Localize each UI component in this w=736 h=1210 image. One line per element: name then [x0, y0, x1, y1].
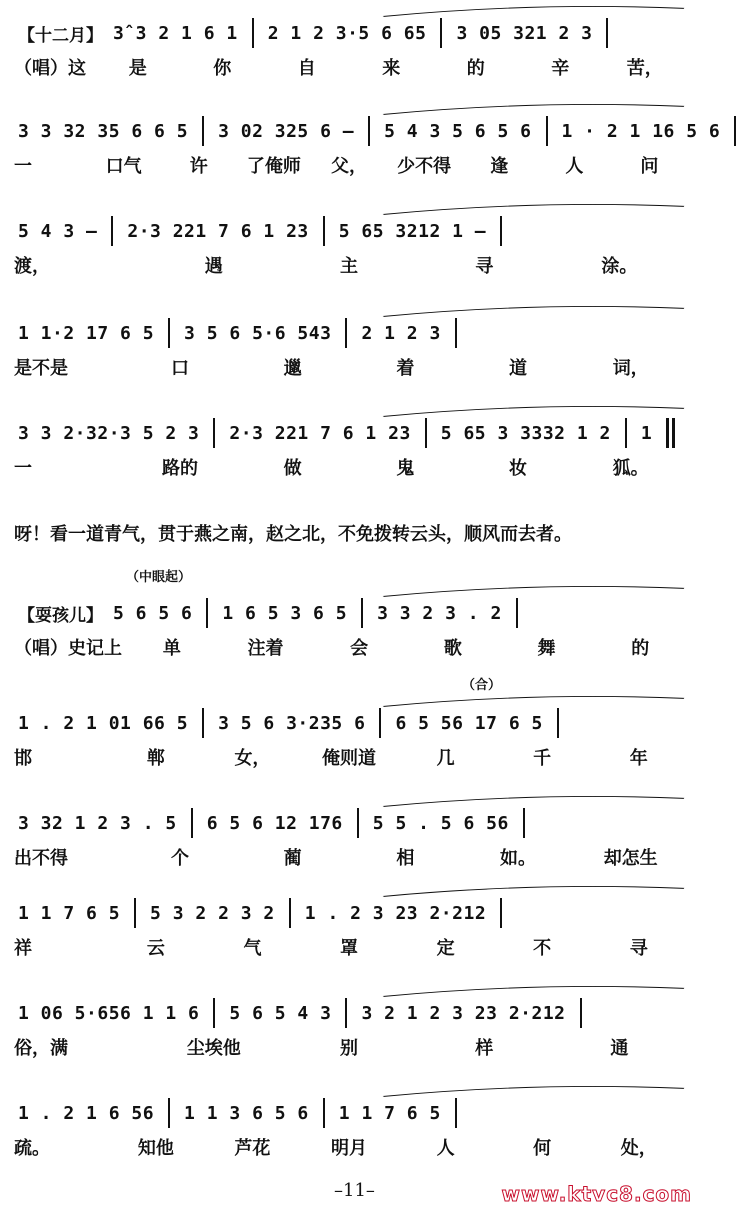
lyric-syllable: 单: [162, 638, 181, 659]
lyric-syllable: 辛: [551, 58, 570, 79]
notation-line: [18, 896, 684, 930]
lyric-line: [14, 632, 684, 662]
lyric-syllable: 芦花: [234, 1138, 271, 1159]
lyric-syllable: 遇: [204, 256, 223, 277]
lyric-syllable: 俺则道: [322, 748, 377, 769]
lyric-syllable: 着: [396, 358, 415, 379]
lyric-syllable: 邯: [14, 748, 32, 769]
lyric-syllable: 年: [629, 748, 648, 769]
bar-line: [425, 418, 427, 448]
lyric-line: [14, 842, 684, 872]
lyric-syllable: 渡，: [14, 256, 50, 277]
qupai-label: 【十二月】: [18, 25, 103, 46]
measure: 1 1 7 6 5: [18, 902, 121, 924]
measure: 3 5 6 5·6 543: [184, 322, 332, 344]
score-system: [0, 580, 700, 676]
lyric-syllable: 妆: [509, 458, 528, 479]
measure: 2·3 221 7 6 1 23: [229, 422, 411, 444]
lyric-line: [14, 150, 684, 180]
lyric-syllable: 祥: [14, 938, 32, 959]
measure: 3 05 321 2 3: [456, 22, 593, 44]
qupai-label: 【耍孩儿】: [18, 605, 103, 626]
lyric-syllable: 自: [297, 58, 316, 79]
notation-line: [18, 706, 684, 740]
lyric-syllable: 疏。: [14, 1138, 50, 1159]
score-system: [0, 690, 700, 786]
measure: 3 3 2 3 . 2: [377, 602, 502, 624]
score-system: [0, 790, 700, 886]
lyric-syllable: 郸: [146, 748, 165, 769]
lyric-syllable: 来: [382, 58, 401, 79]
measure: 1: [640, 422, 653, 444]
bar-line: [213, 998, 215, 1028]
lyric-syllable: 如。: [500, 848, 537, 869]
lyric-syllable: 会: [350, 638, 369, 659]
measure: 3̂ 3 2 1 6 1: [113, 22, 238, 44]
notation-line: [18, 416, 684, 450]
measure: 2·3 221 7 6 1 23: [127, 220, 309, 242]
lyric-syllable: 做: [283, 458, 302, 479]
measure: 2 1 2 3·5 6 65: [267, 22, 427, 44]
lyric-line: [14, 1132, 684, 1162]
bar-line: [202, 708, 204, 738]
lyric-syllable: 鬼: [396, 458, 415, 479]
bar-line: [516, 598, 518, 628]
bar-line: [580, 998, 582, 1028]
measure: 3 3 32 35 6 6 5: [18, 120, 189, 142]
notation-line: [18, 214, 684, 248]
lyric-syllable: 却怎生: [603, 848, 658, 869]
lyric-syllable: 是不是: [14, 358, 68, 379]
lyric-syllable: 几: [436, 748, 455, 769]
lyric-syllable: 定: [436, 938, 455, 959]
lyric-syllable: 个: [171, 848, 189, 869]
site-watermark: www.ktvc8.com: [501, 1182, 692, 1206]
bar-line: [202, 116, 204, 146]
score-system: [0, 880, 700, 976]
lyric-syllable: 路的: [162, 458, 198, 479]
bar-line: [455, 318, 457, 348]
page-number: –11–: [334, 1180, 375, 1201]
lyric-syllable: 蔺: [283, 848, 302, 869]
score-system: [0, 1080, 700, 1176]
measure: 3 32 1 2 3 . 5: [18, 812, 177, 834]
lyric-syllable: 狐。: [612, 458, 649, 479]
bar-line: [289, 898, 291, 928]
lyric-syllable: 别: [340, 1038, 358, 1059]
lyric-syllable: 问: [640, 156, 659, 177]
lyric-syllable: 一: [14, 458, 32, 479]
lyric-syllable: 通: [610, 1038, 629, 1059]
lyric-syllable: 女，: [234, 748, 271, 769]
notation-line: [18, 114, 721, 148]
lyric-syllable: 样: [475, 1038, 494, 1059]
lyric-syllable: 相: [396, 848, 415, 869]
score-system: [0, 98, 721, 194]
bar-line: [111, 216, 113, 246]
bar-line: [206, 598, 208, 628]
notation-line: [18, 596, 684, 630]
lyric-syllable: 尘埃他: [186, 1038, 241, 1059]
measure: 6 5 56 17 6 5: [395, 712, 543, 734]
measure: 5 65 3 3332 1 2: [440, 422, 611, 444]
lyric-syllable: 少不得: [397, 156, 452, 177]
lyric-syllable: 寻: [629, 938, 648, 959]
lyric-syllable: 何: [533, 1138, 552, 1159]
measure: 5 4 3 –: [18, 220, 98, 242]
tempo-note: （中眼起）: [126, 570, 192, 585]
lyric-line: [14, 250, 684, 280]
lyric-syllable: 逢: [490, 156, 509, 177]
measure: 1 1 7 6 5: [338, 1102, 441, 1124]
lyric-line: [14, 352, 684, 382]
bar-line: [606, 18, 608, 48]
notation-line: [18, 806, 684, 840]
bar-line: [523, 808, 525, 838]
lyric-syllable: （唱）这: [14, 58, 86, 79]
page-footer: [0, 1178, 700, 1208]
lyric-syllable: 云: [146, 938, 165, 959]
lyric-syllable: 的: [466, 58, 485, 79]
lyric-syllable: 邋: [283, 358, 302, 379]
bar-line: [323, 216, 325, 246]
lyric-syllable: 词，: [612, 358, 649, 379]
lyric-syllable: 注着: [247, 638, 284, 659]
lyric-syllable: 了俺师: [246, 156, 301, 177]
lyric-syllable: 舞: [537, 638, 556, 659]
bar-line: [345, 318, 347, 348]
bar-line: [191, 808, 193, 838]
measure: 5 3 2 2 3 2: [150, 902, 275, 924]
score-system: [0, 300, 700, 396]
bar-line: [368, 116, 370, 146]
bar-line: [666, 418, 669, 448]
measure: 1 . 2 3 23 2·212: [304, 902, 487, 924]
score-system: [0, 400, 700, 496]
bar-line: [168, 1098, 170, 1128]
score-system: [0, 198, 700, 294]
lyric-syllable: 的: [631, 638, 650, 659]
bar-line: [345, 998, 347, 1028]
lyric-syllable: 口气: [105, 156, 142, 177]
lyric-line: [14, 52, 684, 82]
lyric-syllable: 口: [171, 358, 189, 379]
lyric-syllable: 气: [243, 938, 262, 959]
notation-line: [18, 996, 684, 1030]
bar-line: [323, 1098, 325, 1128]
measure: 1 6 5 3 6 5: [222, 602, 348, 624]
measure: 3 3 2·32·3 5 2 3: [18, 422, 200, 444]
measure: 1 . 2 1 6 56: [18, 1102, 155, 1124]
measure: 1 · 2 1 16 5 6: [561, 120, 721, 142]
notation-line: [18, 1096, 684, 1130]
lyric-syllable: 罩: [340, 938, 359, 959]
measure: 6 5 6 12 176: [206, 812, 343, 834]
lyric-syllable: 千: [533, 748, 552, 769]
bar-line: [440, 18, 442, 48]
measure: 5 4 3 5 6 5 6: [384, 120, 532, 142]
bar-line: [213, 418, 215, 448]
lyric-syllable: 你: [213, 58, 232, 79]
lyric-syllable: 父，: [330, 156, 367, 177]
lyric-syllable: 一: [14, 156, 32, 177]
bar-line: [625, 418, 627, 448]
lyric-syllable: 许: [189, 156, 208, 177]
lyric-syllable: 明月: [331, 1138, 368, 1159]
lyric-syllable: 俗，满: [14, 1038, 68, 1059]
lyric-syllable: （唱）史记上: [14, 638, 122, 659]
score-system: [0, 980, 700, 1076]
bar-line: [361, 598, 363, 628]
spoken-line: 呀！看一道青气，贯于燕之南，赵之北，不免拨转云头，顺风而去者。: [14, 524, 572, 545]
measure: 5 6 5 6: [113, 602, 193, 624]
measure: 1 06 5·656 1 1 6: [18, 1002, 200, 1024]
lyric-syllable: 主: [340, 256, 358, 277]
lyric-syllable: 处，: [620, 1138, 657, 1159]
bar-line: [379, 708, 381, 738]
lyric-syllable: 寻: [475, 256, 494, 277]
lyric-syllable: 是: [128, 58, 147, 79]
measure: 1 . 2 1 01 66 5: [18, 712, 189, 734]
measure: 3 5 6 3·235 6: [218, 712, 366, 734]
lyric-syllable: 歌: [443, 638, 462, 659]
lyric-syllable: 涂。: [601, 256, 638, 277]
tutti-note: （合）: [462, 678, 502, 693]
lyric-syllable: 出不得: [14, 848, 68, 869]
measure: 5 65 3212 1 –: [338, 220, 487, 242]
measure: 1 1 3 6 5 6: [184, 1102, 309, 1124]
lyric-line: [14, 932, 684, 962]
lyric-syllable: 人: [436, 1138, 455, 1159]
lyric-syllable: 道: [509, 358, 528, 379]
measure: 5 5 . 5 6 56: [372, 812, 509, 834]
lyric-syllable: 知他: [137, 1138, 174, 1159]
measure: 2 1 2 3: [361, 322, 441, 344]
bar-line: [500, 898, 502, 928]
lyric-line: [14, 1032, 684, 1062]
bar-line: [546, 116, 548, 146]
lyric-line: [14, 742, 684, 772]
measure: 3 2 1 2 3 23 2·212: [361, 1002, 566, 1024]
bar-line: [134, 898, 136, 928]
measure: 3 02 325 6 –: [218, 120, 355, 142]
notation-line: [18, 16, 684, 50]
bar-line: [357, 808, 359, 838]
bar-line: [252, 18, 254, 48]
bar-line: [500, 216, 502, 246]
lyric-syllable: 不: [533, 938, 552, 959]
lyric-syllable: 苦，: [626, 58, 663, 79]
bar-line: [557, 708, 559, 738]
score-system: [0, 0, 700, 96]
measure: 5 6 5 4 3: [229, 1002, 332, 1024]
lyric-line: [14, 452, 684, 482]
bar-line: [168, 318, 170, 348]
lyric-syllable: 人: [565, 156, 584, 177]
notation-line: [18, 316, 684, 350]
bar-line: [455, 1098, 457, 1128]
measure: 1 1·2 17 6 5: [18, 322, 155, 344]
